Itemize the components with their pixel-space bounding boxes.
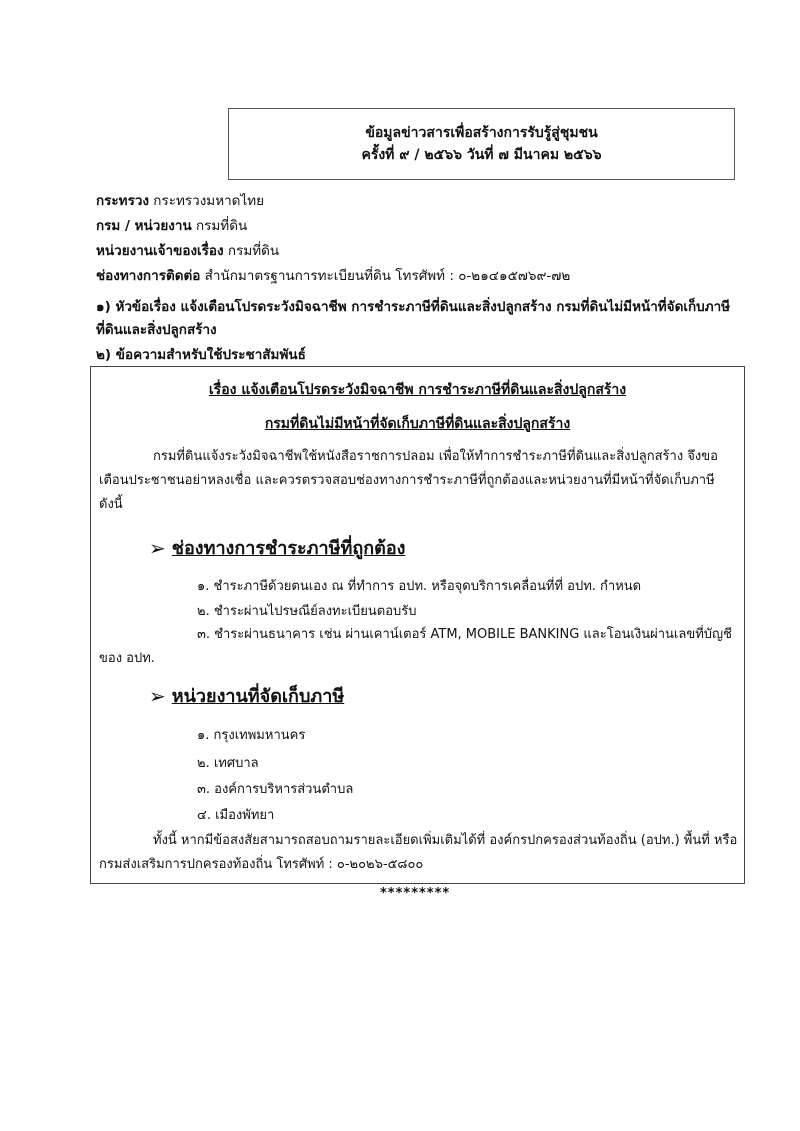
header-title: ข้อมูลข่าวสารเพื่อสร้างการรับรู้สู่ชุมชน	[365, 125, 598, 141]
ministry-value: กระทรวงมหาดไทย	[153, 193, 265, 209]
heading-collecting-agencies	[149, 681, 344, 710]
header-issue-date: ครั้งที่ ๙ / ๒๕๖๖ วันที่ ๗ มีนาคม ๒๕๖๖	[361, 147, 602, 163]
channel-item-3: ๓. ชำระผ่านธนาคาร เช่น ผ่านเคาน์เตอร์ ATM, MOBILE BANKING และโอนเงินผ่านเลขที่บัญชีของ อปท.	[99, 627, 732, 666]
section-2-heading: ๒) ข้อความสำหรับใช้ประชาสัมพันธ์	[96, 347, 306, 363]
agency-item-1: ๑. กรุงเทพมหานคร	[197, 728, 306, 743]
pr-content-box	[90, 366, 745, 884]
content-closing: ทั้งนี้ หากมีข้อสงสัยสามารถสอบถามรายละเอียดเพิ่มเติมได้ที่ องค์กรปกครองส่วนท้องถิ่น (อปท.) พื้นที่ หรือ กรมส่งเสริมการปกครองท้องถิ่น โทรศัพท์ : ๐-๒๐๒๖-๕๘๐๐	[99, 833, 738, 872]
heading-payment-channels	[149, 533, 405, 562]
content-title-1: เรื่อง แจ้งเตือนโปรดระวังมิจฉาชีพ การชำระภาษีที่ดินและสิ่งปลูกสร้าง	[208, 382, 627, 398]
owner-value: กรมที่ดิน	[227, 243, 280, 259]
channel-item-2: ๒. ชำระผ่านไปรษณีย์ลงทะเบียนตอบรับ	[197, 604, 417, 619]
contact-label: ช่องทางการติดต่อ	[96, 268, 201, 284]
meta-ministry	[96, 191, 264, 211]
meta-owner	[96, 241, 279, 261]
agency-item-3: ๓. องค์การบริหารส่วนตำบล	[197, 782, 354, 797]
content-title-2: กรมที่ดินไม่มีหน้าที่จัดเก็บภาษีที่ดินและสิ่งปลูกสร้าง	[264, 416, 571, 432]
end-stars: *********	[380, 886, 451, 901]
arrow-bullet-icon: ➢	[149, 535, 166, 560]
heading-collecting-agencies-text: หน่วยงานที่จัดเก็บภาษี	[171, 686, 345, 707]
meta-department	[96, 216, 247, 236]
ministry-label: กระทรวง	[96, 193, 149, 209]
contact-value: สำนักมาตรฐานการทะเบียนที่ดิน โทรศัพท์ : ๐-๒๑๔๑๕๗๖๙-๗๒	[204, 268, 571, 284]
section-1-subject: ๑) หัวข้อเรื่อง แจ้งเตือนโปรดระวังมิจฉาชีพ การชำระภาษีที่ดินและสิ่งปลูกสร้าง กรมที่ดินไม่มีหน้าที่จัดเก็บภาษีที่ดินและสิ่งปลูกสร้าง	[96, 299, 731, 338]
channel-item-1: ๑. ชำระภาษีด้วยตนเอง ณ ที่ทำการ อปท. หรือจุดบริการเคลื่อนที่ที่ อปท. กำหนด	[197, 579, 642, 594]
heading-payment-channels-text: ช่องทางการชำระภาษีที่ถูกต้อง	[171, 538, 406, 559]
arrow-bullet-icon: ➢	[149, 683, 166, 708]
meta-contact	[96, 266, 570, 286]
owner-label: หน่วยงานเจ้าของเรื่อง	[96, 243, 224, 259]
department-label: กรม / หน่วยงาน	[96, 218, 192, 234]
department-value: กรมที่ดิน	[195, 218, 248, 234]
agency-item-2: ๒. เทศบาล	[197, 756, 259, 771]
header-box	[228, 108, 735, 180]
agency-item-4: ๔. เมืองพัทยา	[197, 808, 275, 823]
content-intro: กรมที่ดินแจ้งระวังมิจฉาชีพใช้หนังสือราชการปลอม เพื่อให้ทำการชำระภาษีที่ดินและสิ่งปลูกสร้าง จึงขอเตือนประชาชนอย่าหลงเชื่อ และควรตรวจสอบช่องทางการชำระภาษีที่ถูกต้องและหน่วยงานที่มีหน้าที่จัดเก็บภาษี ดังนี้	[99, 449, 718, 512]
